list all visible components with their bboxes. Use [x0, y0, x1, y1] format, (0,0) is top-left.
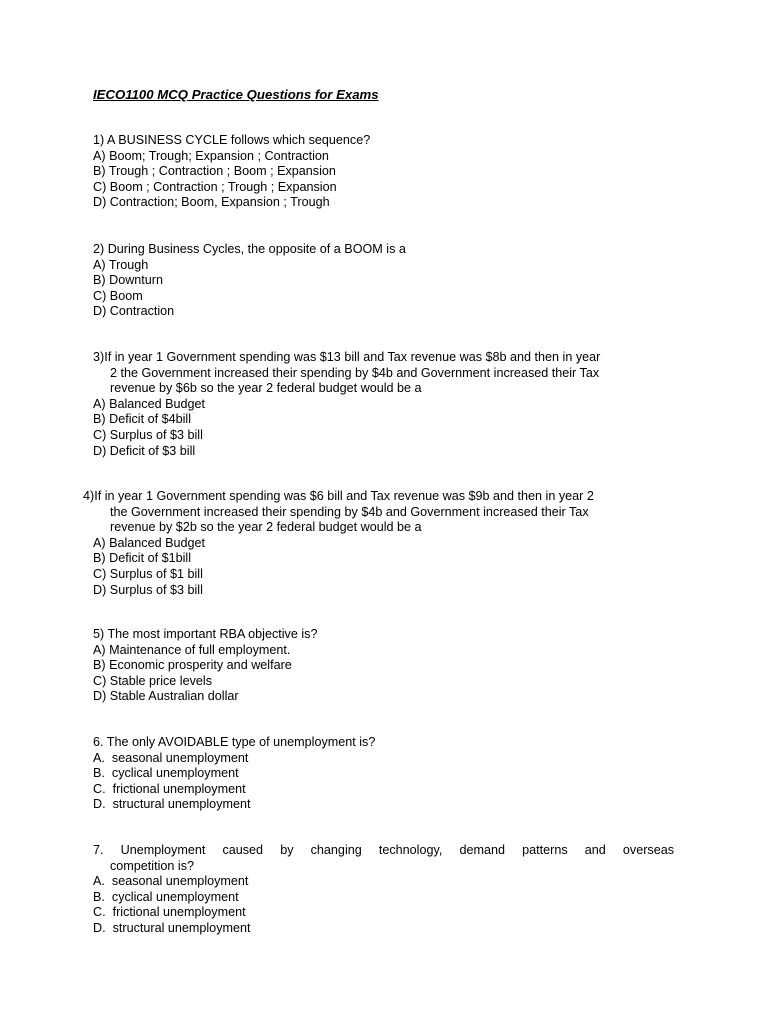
question-stem-line: 2 the Government increased their spending by $4b and Government increased their Tax	[110, 365, 600, 380]
answer-option-d: D) Contraction	[93, 304, 175, 319]
answer-option-b: B) Deficit of $4bill	[93, 412, 191, 427]
answer-option-a: A) Balanced Budget	[93, 396, 206, 411]
question-stem-line: 4)If in year 1 Government spending was $6 bill and Tax revenue was $9b and then in year 2	[83, 489, 594, 503]
answer-option-a: A) Trough	[93, 257, 149, 272]
question-7	[93, 843, 683, 937]
question-stem	[93, 242, 683, 258]
question-stem	[93, 735, 683, 751]
question-stem-line: 1) A BUSINESS CYCLE follows which sequence?	[93, 133, 371, 147]
question-stem	[83, 489, 673, 536]
answer-option-d: D) Surplus of $3 bill	[93, 582, 203, 597]
answer-option-d: D) Deficit of $3 bill	[93, 443, 196, 458]
question-stem-line: revenue by $6b so the year 2 federal budget would be a	[110, 381, 422, 396]
answer-option-a: A. seasonal unemployment	[93, 750, 249, 765]
answer-option-c: C. frictional unemployment	[93, 781, 246, 796]
answer-option-c: C) Boom ; Contraction ; Trough ; Expansion	[93, 179, 337, 194]
question-stem	[93, 627, 683, 643]
answer-option-c: C) Stable price levels	[93, 673, 212, 688]
answer-option-a: A. seasonal unemployment	[93, 874, 249, 889]
question-stem-line: revenue by $2b so the year 2 federal budget would be a	[110, 520, 422, 535]
question-stem-line: 6. The only AVOIDABLE type of unemployment is?	[93, 735, 376, 749]
question-stem-line: 3)If in year 1 Government spending was $13 bill and Tax revenue was $8b and then in year	[93, 350, 601, 364]
answer-option-b: B) Deficit of $1bill	[93, 551, 191, 566]
answer-option-a: A) Boom; Trough; Expansion ; Contraction	[93, 148, 329, 163]
question-stem	[93, 133, 683, 149]
answer-option-c: C) Boom	[93, 288, 143, 303]
answer-option-c: C) Surplus of $3 bill	[93, 427, 203, 442]
question-stem-line: competition is?	[110, 858, 194, 873]
question-stem-line: 5) The most important RBA objective is?	[93, 627, 318, 641]
question-6	[93, 735, 683, 813]
question-stem	[93, 843, 683, 874]
answer-option-c: C. frictional unemployment	[93, 905, 246, 920]
answer-option-c: C) Surplus of $1 bill	[93, 566, 203, 581]
answer-option-a: A) Maintenance of full employment.	[93, 642, 291, 657]
answer-option-b: B) Economic prosperity and welfare	[93, 658, 292, 673]
question-5	[93, 627, 683, 705]
question-stem-line: 2) During Business Cycles, the opposite of a BOOM is a	[93, 242, 406, 256]
answer-option-b: B. cyclical unemployment	[93, 889, 239, 904]
question-4	[83, 489, 673, 598]
answer-option-b: B. cyclical unemployment	[93, 766, 239, 781]
answer-option-d: D) Contraction; Boom, Expansion ; Trough	[93, 195, 330, 210]
question-stem	[93, 350, 683, 397]
question-3	[93, 350, 683, 459]
answer-option-a: A) Balanced Budget	[93, 535, 206, 550]
question-2	[93, 242, 683, 320]
answer-option-d: D) Stable Australian dollar	[93, 689, 239, 704]
answer-option-b: B) Trough ; Contraction ; Boom ; Expansion	[93, 164, 336, 179]
question-1	[93, 133, 683, 211]
document-title: IECO1100 MCQ Practice Questions for Exams	[93, 87, 379, 102]
answer-option-b: B) Downturn	[93, 273, 163, 288]
question-stem-line: the Government increased their spending by $4b and Government increased their Tax	[110, 504, 589, 519]
answer-option-d: D. structural unemployment	[93, 920, 251, 935]
answer-option-d: D. structural unemployment	[93, 797, 251, 812]
question-stem-line: 7. Unemployment caused by changing technology, demand patterns and overseas	[93, 843, 674, 857]
